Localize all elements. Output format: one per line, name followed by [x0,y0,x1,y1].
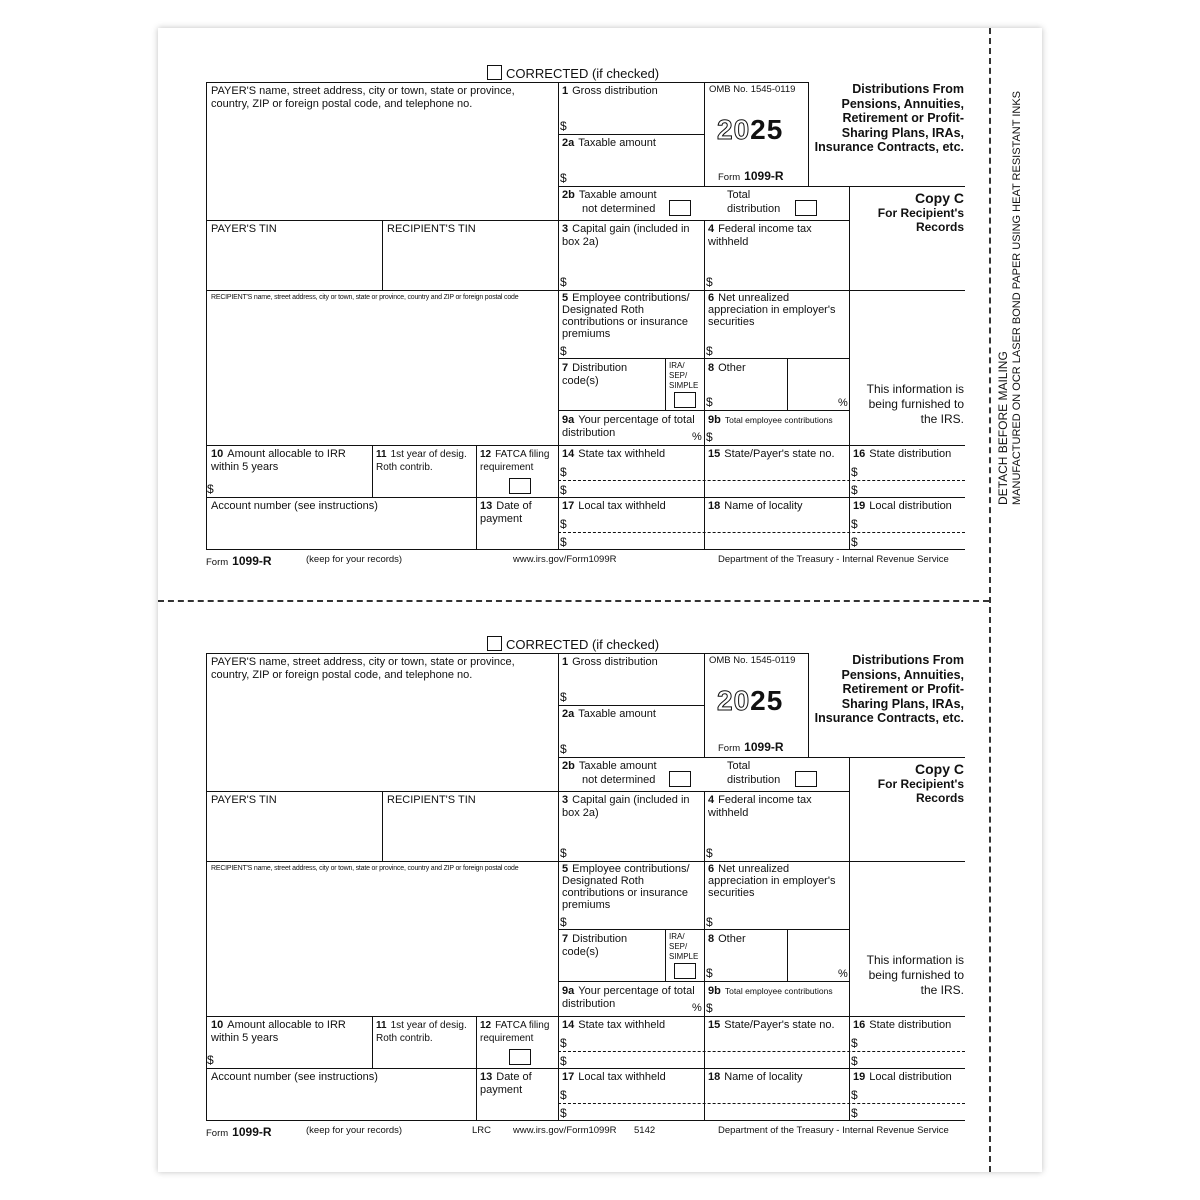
box16-dollar-2: $ [851,1054,858,1068]
box9b-label: 9b Total employee contributions [708,414,833,426]
total-distribution-checkbox[interactable] [795,771,817,787]
box5-dollar: $ [560,915,567,929]
box19-dollar: $ [851,517,858,531]
box1-field[interactable] [570,102,700,132]
rule [558,981,849,982]
ira-sep-simple-label: IRA/ SEP/ SIMPLE [669,932,699,961]
furnished-notice: This information is being furnished to the IRS. [866,953,964,997]
box9b-label: 9b Total employee contributions [708,985,833,997]
box17-label: 17 Local tax withheld [562,500,666,512]
box15-label: 15 State/Payer's state no. [708,448,835,460]
copy-designation [852,761,964,805]
footer-code: 5142 [634,1125,656,1136]
tax-year: 2025 [717,114,784,145]
box7-label: 7 Distribution code(s) [562,933,628,958]
rule [206,82,709,83]
box14-dollar: $ [560,465,567,479]
box5-label: 5 Employee contributions/ Designated Roth contributions or insurance premiums [562,863,690,911]
rule [849,186,850,549]
form-number: Form 1099-R [718,740,784,754]
box14-label: 14 State tax withheld [562,1019,666,1031]
box2a-label: 2a Taxable amount [562,708,656,720]
account-number-label: Account number (see instructions) [211,500,378,512]
rule [206,82,207,549]
box2a-label: 2a Taxable amount [562,137,656,149]
copy-title: Copy C [915,761,964,777]
box2b-label: 2b Taxable amount [562,189,657,201]
rule [372,445,373,497]
rule [558,134,704,135]
footer-keep: (keep for your records) [306,554,403,565]
box5-label: 5 Employee contributions/ Designated Roth contributions or insurance premiums [562,292,690,340]
footer-url: www.irs.gov/Form1099R [513,554,617,565]
rule [704,82,705,187]
rule [808,653,809,758]
box8-percent: % [838,397,848,409]
corrected-checkbox[interactable] [487,65,659,81]
detach-text: DETACH BEFORE MAILING [996,351,1010,505]
box2a-dollar: $ [560,742,567,756]
rule [787,358,788,410]
rule [665,358,666,410]
recipient-tin-label: RECIPIENT'S TIN [387,223,476,235]
form-copy-bottom [0,571,1200,1139]
box19-dollar-2: $ [851,1106,858,1120]
box19-dollar-2: $ [851,535,858,549]
box9a-percent: % [692,431,702,443]
omb-number: OMB No. 1545-0119 [709,84,796,95]
box2b-checkbox[interactable] [669,771,691,787]
rule [849,757,850,1120]
form-number: Form 1099-R [718,169,784,183]
dashed-rule [558,532,965,533]
box10-dollar: $ [207,1053,214,1067]
rule [206,1068,965,1069]
rule [558,186,965,187]
account-number-field[interactable] [208,516,474,547]
rule [206,1016,965,1017]
recipient-tin-label: RECIPIENT'S TIN [387,794,476,806]
rule [704,791,705,1016]
box3-label: 3 Capital gain (included in box 2a) [562,794,690,819]
box17-dollar: $ [560,517,567,531]
box6-label: 6 Net unrealized appreciation in employer's securities [708,863,836,899]
box6-label: 6 Net unrealized appreciation in employer's securities [708,292,836,328]
form-copy-top [0,0,1200,568]
rule [558,929,849,930]
checkbox-icon [487,65,502,80]
box8-label: 8 Other [708,362,746,374]
box10-label: 10 Amount allocable to IRR within 5 years [211,1019,346,1044]
box8-label: 8 Other [708,933,746,945]
box19-dollar: $ [851,1088,858,1102]
copy-subtitle: For Recipient's Records [877,206,964,234]
box17-label: 17 Local tax withheld [562,1071,666,1083]
box3-label: 3 Capital gain (included in box 2a) [562,223,690,248]
corrected-label: CORRECTED (if checked) [506,66,660,81]
box1-dollar: $ [560,690,567,704]
copy-title: Copy C [915,190,964,206]
form-title: Distributions From Pensions, Annuities, Retirement or Profit-Sharing Plans, IRAs, Insurance Contracts, etc. [814,653,964,725]
rule [206,861,965,862]
box2b-checkbox[interactable] [669,200,691,216]
box14-dollar-2: $ [560,1054,567,1068]
box1-dollar: $ [560,119,567,133]
rule [206,549,965,550]
box5-dollar: $ [560,344,567,358]
box2b-label2: not determined [582,774,656,786]
rule [206,290,965,291]
box8-dollar: $ [706,966,713,980]
rule [558,82,559,549]
payer-name-label: PAYER'S name, street address, city or town, state or province, country, ZIP or foreign postal code, and telephone no. [211,656,515,681]
box4-label: 4 Federal income tax withheld [708,223,812,248]
rule [558,705,704,706]
ira-sep-simple-checkbox[interactable] [674,392,696,408]
rule [704,220,705,445]
box9a-percent: % [692,1002,702,1014]
payer-name-field[interactable] [208,681,556,789]
dashed-rule [558,480,965,481]
payer-tin-label: PAYER'S TIN [211,794,277,806]
box19-label: 19 Local distribution [853,1071,952,1083]
rule [704,653,808,654]
box9a-label: 9a Your percentage of total distribution [562,985,695,1010]
total-distribution-label1: Total [727,189,751,201]
box9a-label: 9a Your percentage of total distribution [562,414,695,439]
box1-label: 1 Gross distribution [562,656,658,668]
box11-label: 11 1st year of desig. Roth contrib. [376,449,467,473]
footer-form-number: Form 1099-R [206,1125,272,1139]
box2b-label: 2b Taxable amount [562,760,657,772]
footer-form-number: Form 1099-R [206,554,272,568]
recipient-name-label: RECIPIENT'S name, street address, city or town, state or province, country and ZIP or foreign postal code [211,294,519,301]
box14-dollar: $ [560,1036,567,1050]
box7-label: 7 Distribution code(s) [562,362,628,387]
box16-label: 16 State distribution [853,1019,952,1031]
box17-dollar-2: $ [560,1106,567,1120]
account-number-label: Account number (see instructions) [211,1071,378,1083]
rule [206,1120,965,1121]
box1-label: 1 Gross distribution [562,85,658,97]
box9b-dollar: $ [706,430,713,444]
rule [206,445,965,446]
box15-label: 15 State/Payer's state no. [708,1019,835,1031]
recipient-tin-field[interactable] [384,811,556,859]
box18-label: 18 Name of locality [708,1071,803,1083]
box2a-dollar: $ [560,171,567,185]
box17-dollar: $ [560,1088,567,1102]
box8-percent: % [838,968,848,980]
footer-url: www.irs.gov/Form1099R [513,1125,617,1136]
box13-label: 13 Date of payment [480,1071,532,1096]
box2a-field[interactable] [570,154,700,184]
checkbox-icon [487,636,502,651]
box8-dollar: $ [706,395,713,409]
rule [787,929,788,981]
rule [206,653,207,1120]
copy-designation [852,190,964,234]
footer-department: Department of the Treasury - Internal Revenue Service [718,554,949,565]
form-title: Distributions From Pensions, Annuities, Retirement or Profit-Sharing Plans, IRAs, Insurance Contracts, etc. [814,82,964,154]
rule [382,791,383,861]
corrected-label: CORRECTED (if checked) [506,637,660,652]
manufactured-text: MANUFACTURED ON OCR LASER BOND PAPER USING HEAT RESISTANT INKS [1011,91,1023,505]
payer-tin-field[interactable] [208,811,380,859]
rule [808,82,809,187]
box9b-dollar: $ [706,1001,713,1015]
rule [558,410,849,411]
box16-dollar-2: $ [851,483,858,497]
box4-dollar: $ [706,846,713,860]
box10-dollar: $ [207,482,214,496]
recipient-name-field[interactable] [208,306,556,442]
total-distribution-checkbox[interactable] [795,200,817,216]
box12-label: 12 FATCA filing requirement [480,1020,550,1044]
box12-label: 12 FATCA filing requirement [480,449,550,473]
rule [206,220,849,221]
payer-name-field[interactable] [208,110,556,218]
total-distribution-label2: distribution [727,774,781,786]
rule [558,358,849,359]
box2b-label2: not determined [582,203,656,215]
box2a-field[interactable] [570,725,700,755]
box6-dollar: $ [706,344,713,358]
rule [704,653,705,758]
box6-dollar: $ [706,915,713,929]
total-distribution-label2: distribution [727,203,781,215]
box11-label: 11 1st year of desig. Roth contrib. [376,1020,467,1044]
account-number-field[interactable] [208,1087,474,1118]
corrected-checkbox[interactable] [487,636,659,652]
total-distribution-label1: Total [727,760,751,772]
rule [206,497,965,498]
box19-label: 19 Local distribution [853,500,952,512]
dashed-rule [558,1103,965,1104]
rule [704,82,808,83]
box18-label: 18 Name of locality [708,500,803,512]
rule [382,220,383,290]
rule [206,791,849,792]
payer-tin-field[interactable] [208,240,380,288]
dashed-rule [558,1051,965,1052]
box16-label: 16 State distribution [853,448,952,460]
box3-dollar: $ [560,846,567,860]
box4-dollar: $ [706,275,713,289]
box3-dollar: $ [560,275,567,289]
copy-subtitle: For Recipient's Records [877,777,964,805]
box16-dollar: $ [851,1036,858,1050]
payer-tin-label: PAYER'S TIN [211,223,277,235]
box4-label: 4 Federal income tax withheld [708,794,812,819]
recipient-name-field[interactable] [208,877,556,1013]
ira-sep-simple-checkbox[interactable] [674,963,696,979]
payer-name-label: PAYER'S name, street address, city or town, state or province, country, ZIP or foreign postal code, and telephone no. [211,85,515,110]
fatca-checkbox[interactable] [509,1049,531,1065]
box17-dollar-2: $ [560,535,567,549]
box10-label: 10 Amount allocable to IRR within 5 years [211,448,346,473]
ira-sep-simple-label: IRA/ SEP/ SIMPLE [669,361,699,390]
recipient-name-label: RECIPIENT'S name, street address, city or town, state or province, country and ZIP or foreign postal code [211,865,519,872]
box14-dollar-2: $ [560,483,567,497]
footer-department: Department of the Treasury - Internal Revenue Service [718,1125,949,1136]
rule [558,757,965,758]
rule [665,929,666,981]
rule [372,1016,373,1068]
box13-label: 13 Date of payment [480,500,532,525]
rule [558,653,559,1120]
recipient-tin-field[interactable] [384,240,556,288]
box14-label: 14 State tax withheld [562,448,666,460]
box16-dollar: $ [851,465,858,479]
box1-field[interactable] [570,673,700,703]
fatca-checkbox[interactable] [509,478,531,494]
tax-year: 2025 [717,685,784,716]
furnished-notice: This information is being furnished to the IRS. [866,382,964,426]
rule [206,653,709,654]
omb-number: OMB No. 1545-0119 [709,655,796,666]
footer-lrc: LRC [472,1125,492,1136]
footer-keep: (keep for your records) [306,1125,403,1136]
